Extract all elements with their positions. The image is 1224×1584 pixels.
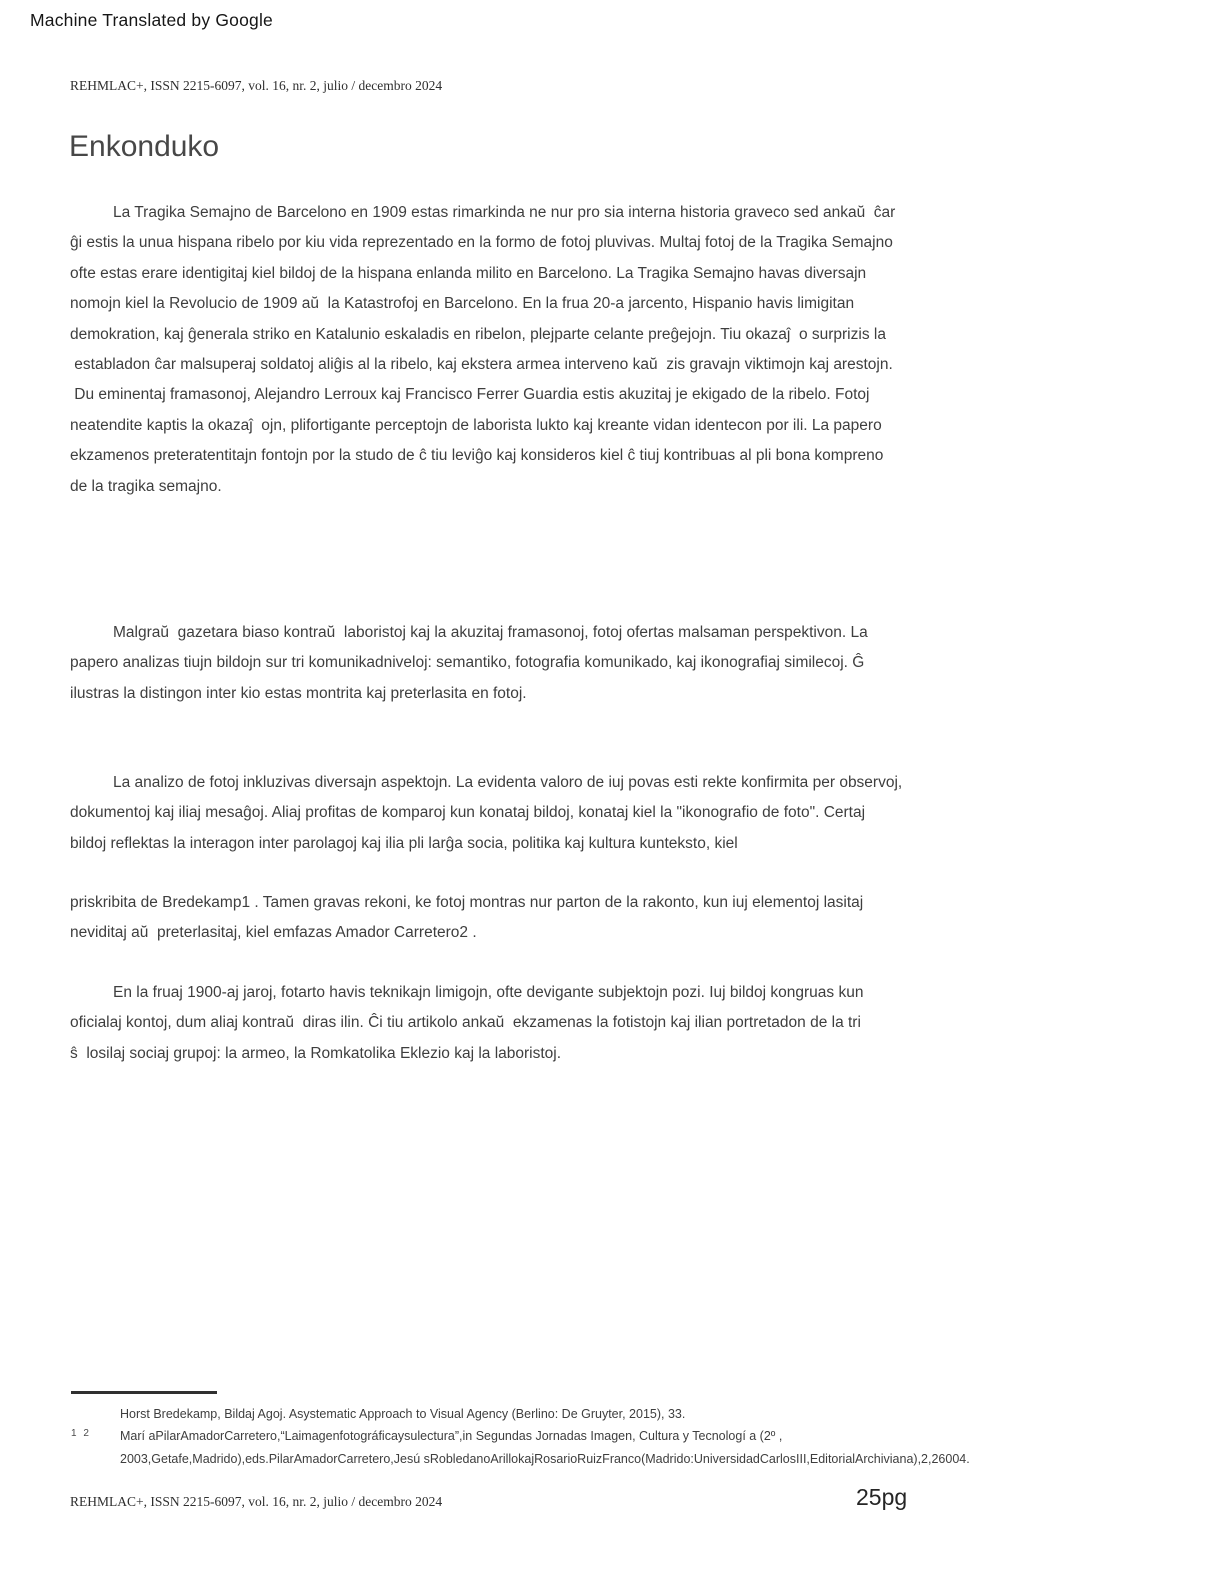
footnote-markers: 1 2 [71,1428,91,1439]
paragraph-line: ĝi estis la unua hispana ribelo por kiu vida reprezentado en la formo de fotoj pluvivas. Multaj fotoj de la Tragika Semajno [70,234,893,252]
footnotes-block [70,1403,1070,1470]
footnote-line: 2003,Getafe,Madrido),eds.PilarAmadorCarretero,Jesú sRobledanoArillokajRosarioRuizFranco(Madrido:UniversidadCarlosIII,EditorialArchiviana),2,26004. [120,1451,970,1466]
footnote-line: Horst Bredekamp, Bildaj Agoj. Asystematic Approach to Visual Agency (Berlino: De Gruyter, 2015), 33. [120,1407,686,1421]
paragraph-line: ilustras la distingon inter kio estas montrita kaj preterlasita en fotoj. [70,684,527,702]
paragraph-line: oficialaj kontoj, dum aliaj kontraŭ diras ilin. Ĉi tiu artikolo ankaŭ ekzamenas la fotistojn kaj ilian portretadon de la tri [70,1014,861,1032]
footnote-line: Marí aPilarAmadorCarretero,“Laimagenfotográficaysulectura”,in Segundas Jornadas Imagen, Cultura y Tecnologí a (2º , [120,1429,783,1444]
page-title: Enkonduko [69,130,220,163]
paragraph-line: ekzamenos preteratentitajn fontojn por la studo de ĉ tiu leviĝo kaj konsideros kiel ĉ tiuj kontribuas al pli bona kompreno [70,447,884,465]
paragraph-line: bildoj reflektas la interagon inter parolagoj kaj ilia pli larĝa socia, politika kaj kultura kunteksto, kiel [70,834,738,852]
paragraph-line: Du eminentaj framasonoj, Alejandro Lerroux kaj Francisco Ferrer Guardia estis akuzitaj je ekigado de la ribelo. Fotoj [70,386,870,404]
paragraph-line: Malgraŭ gazetara biaso kontraŭ laboristoj kaj la akuzitaj framasonoj, fotoj ofertas malsaman perspektivon. La [113,624,868,641]
paragraph-2 [70,618,970,709]
paragraph-line: ofte estas erare identigitaj kiel bildoj de la hispana enlanda milito en Barcelono. La Tragika Semajno havas diversajn [70,264,867,282]
paragraph-line: establadon ĉar malsuperaj soldatoj aliĝis al la ribelo, kaj ekstera armea interveno kaŭ zis gravajn viktimojn kaj arestojn. [70,356,893,374]
paragraph-5 [70,978,970,1069]
paragraph-line: neviditaj aŭ preterlasitaj, kiel emfazas Amador Carretero2 . [70,924,477,942]
paragraph-4 [70,888,970,949]
footer-journal-line: REHMLAC+, ISSN 2215-6097, vol. 16, nr. 2, julio / decembro 2024 [70,1494,443,1509]
paragraph-line: La Tragika Semajno de Barcelono en 1909 estas rimarkinda ne nur pro sia interna historia graveco sed ankaŭ ĉar [113,204,896,221]
paragraph-3 [70,768,970,859]
journal-header: REHMLAC+, ISSN 2215-6097, vol. 16, nr. 2, julio / decembro 2024 [70,78,443,93]
page-number: 25pg [856,1484,908,1510]
machine-translated-banner: Machine Translated by Google [30,10,273,30]
paragraph-1 [70,198,970,502]
paragraph-line: demokration, kaj ĝenerala striko en Katalunio eskaladis en ribelon, plejparte celante preĝejojn. Tiu okazaĵ o surprizis la [70,325,886,343]
paragraph-line: neatendite kaptis la okazaĵ ojn, plifortigante perceptojn de laborista lukto kaj kreante vidan identecon por ili. La papero [70,416,882,434]
paragraph-line: En la fruaj 1900-aj jaroj, fotarto havis teknikajn limigojn, ofte devigante subjektojn pozi. Iuj bildoj kongruas kun [113,984,864,1001]
paragraph-line: papero analizas tiujn bildojn sur tri komunikadniveloj: semantiko, fotografia komunikado, kaj ikonografiaj similecoj. Ĝ [70,654,865,672]
paragraph-line: dokumentoj kaj iliaj mesaĝoj. Aliaj profitas de komparoj kun konataj bildoj, konataj kiel la "ikonografio de foto". Certaj [70,804,866,822]
paragraph-line: de la tragika semajno. [70,477,222,495]
paragraph-line: priskribita de Bredekamp1 . Tamen gravas rekoni, ke fotoj montras nur parton de la rakonto, kun iuj elementoj lasitaj [70,894,864,911]
paragraph-line: nomojn kiel la Revolucio de 1909 aŭ la Katastrofoj en Barcelono. En la frua 20-a jarcento, Hispanio havis limigitan [70,295,855,313]
paragraph-line: La analizo de fotoj inkluzivas diversajn aspektojn. La evidenta valoro de iuj povas esti rekte konfirmita per observoj, [113,774,903,791]
paragraph-line: ŝ losilaj sociaj grupoj: la armeo, la Romkatolika Eklezio kaj la laboristoj. [70,1044,562,1062]
footnote-divider [71,1391,217,1394]
